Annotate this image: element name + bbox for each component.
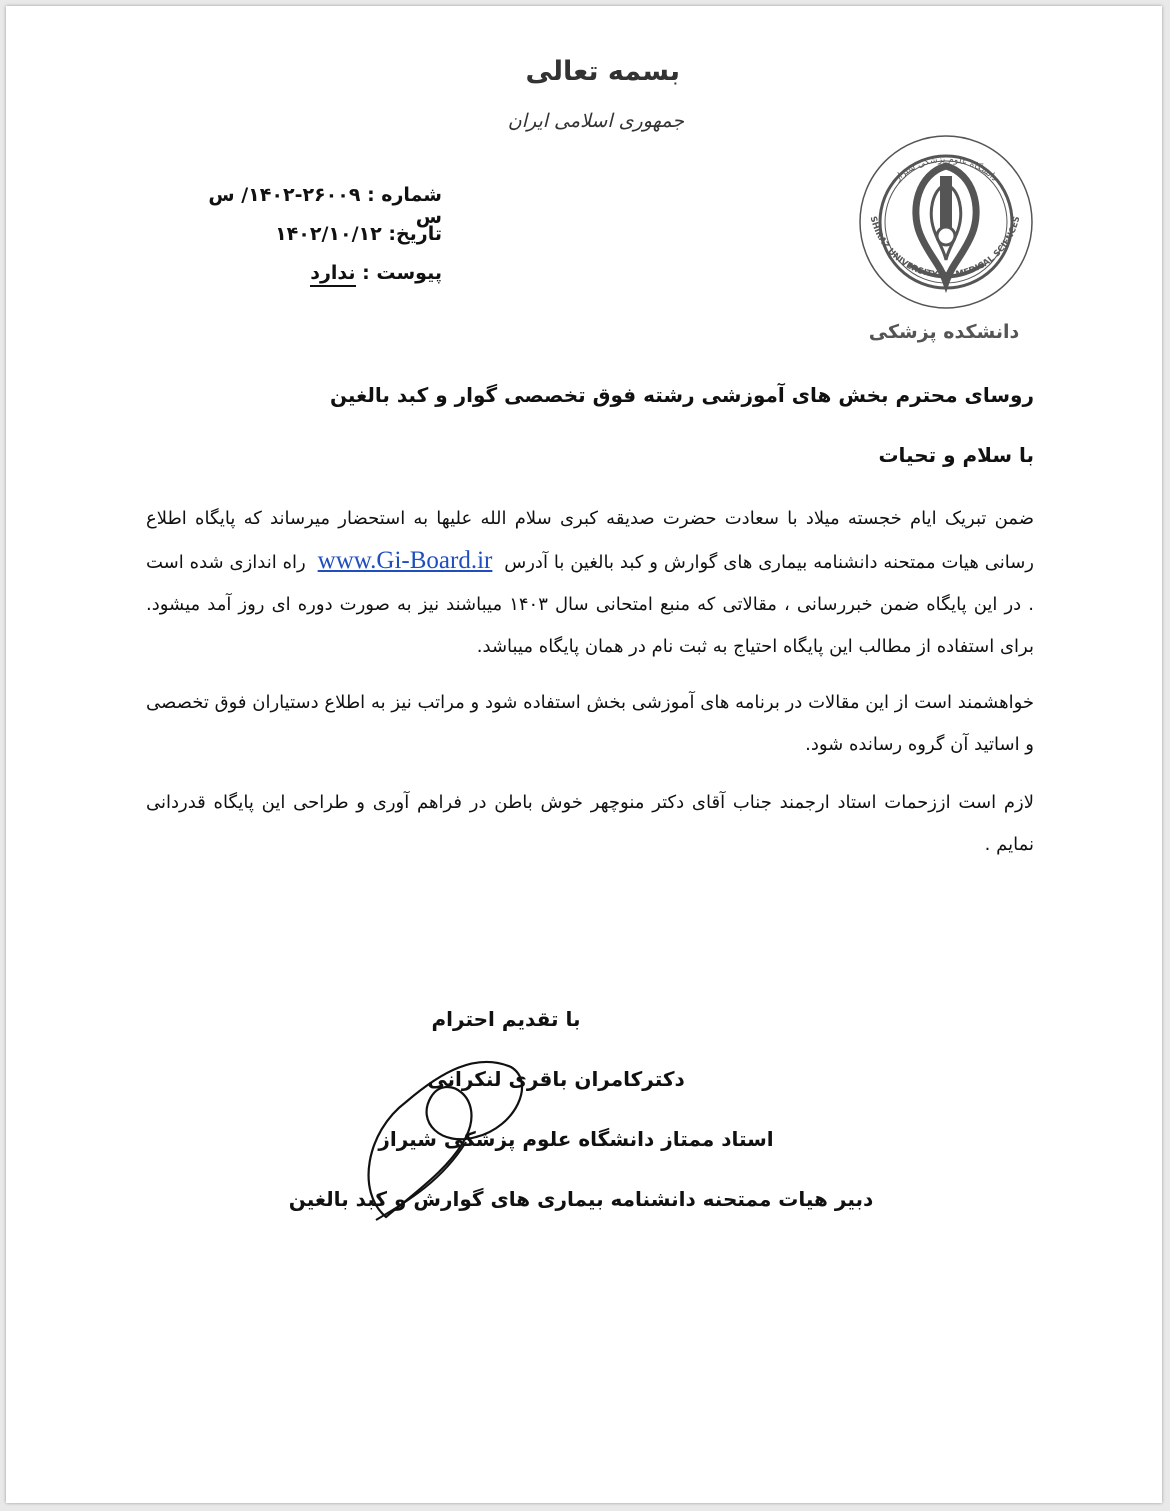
letter-date-value: ۱۴۰۲/۱۰/۱۲ bbox=[275, 223, 382, 245]
greeting: با سلام و تحیات bbox=[878, 443, 1034, 467]
letter-date bbox=[176, 223, 442, 245]
header-subtitle: جمهوری اسلامی ایران bbox=[507, 110, 684, 132]
closing: با تقدیم احترام bbox=[431, 1007, 581, 1031]
logo-ring-text-en: SHIRAZ UNIVERSITY OF MEDICAL SCIENCES bbox=[867, 215, 1023, 281]
letter-date-label: تاریخ: bbox=[388, 223, 442, 245]
letter-page bbox=[6, 6, 1162, 1503]
university-logo-icon bbox=[848, 114, 1040, 354]
letter-number-value: ۲۶۰۰۹-۱۴۰۲/ س س bbox=[208, 184, 442, 228]
letter-attachment-value: ندارد bbox=[310, 262, 355, 287]
paragraph-1 bbox=[146, 498, 1034, 668]
logo-faculty-name: دانشکده پزشکی bbox=[868, 321, 1020, 343]
logo-ring-text-fa: دانشگاه علوم پزشکی شیراز bbox=[893, 154, 999, 184]
header-title: بسمه تعالی bbox=[525, 56, 680, 87]
paragraph-1-after-link: راه اندازی شده است . در این پایگاه ضمن خبررسانی ، مقالاتی که منبع امتحانی سال ۱۴۰۳ میباشند نیز به صورت دوره ای روز آمد میشود. برای استفاده از مطالب این پایگاه احتیاج به ثبت نام در همان پایگاه میباشد. bbox=[146, 552, 1034, 657]
paragraph-2: خواهشمند است از این مقالات در برنامه های آموزشی بخش استفاده شود و مراتب نیز به اطلاع دستیاران فوق تخصصی و اساتید آن گروه رسانده شود. bbox=[146, 692, 1034, 755]
addressee: روسای محترم بخش های آموزشی رشته فوق تخصصی گوار و کبد بالغین bbox=[329, 383, 1034, 407]
handwritten-signature bbox=[346, 1042, 546, 1232]
signatory-title-2: دبیر هیات ممتحنه دانشنامه بیماری های گوارش و کبد بالغین bbox=[288, 1187, 874, 1211]
letter-attachment bbox=[176, 262, 442, 284]
letter-number-label: شماره : bbox=[367, 184, 442, 206]
website-link[interactable]: www.Gi-Board.ir bbox=[317, 547, 493, 574]
paragraph-3: لازم است اززحمات استاد ارجمند جناب آقای دکتر منوچهر خوش باطن در فراهم آوری و طراحی این پایگاه قدردانی نمایم . bbox=[146, 792, 1034, 855]
letter-number bbox=[176, 184, 442, 228]
letter-attachment-label: پیوست : bbox=[362, 262, 442, 284]
signatory-title-1: استاد ممتاز دانشگاه علوم پزشکی شیراز bbox=[378, 1127, 774, 1151]
paragraph-1-before-link: ضمن تبریک ایام خجسته میلاد با سعادت حضرت صدیقه کبری سلام الله علیها به استحضار میرساند که پایگاه اطلاع رسانی هیات ممتحنه دانشنامه بیماری های گوارش و کبد بالغین با آدرس bbox=[146, 508, 1034, 573]
signatory-name: دکترکامران باقری لنکرانی bbox=[427, 1067, 685, 1091]
